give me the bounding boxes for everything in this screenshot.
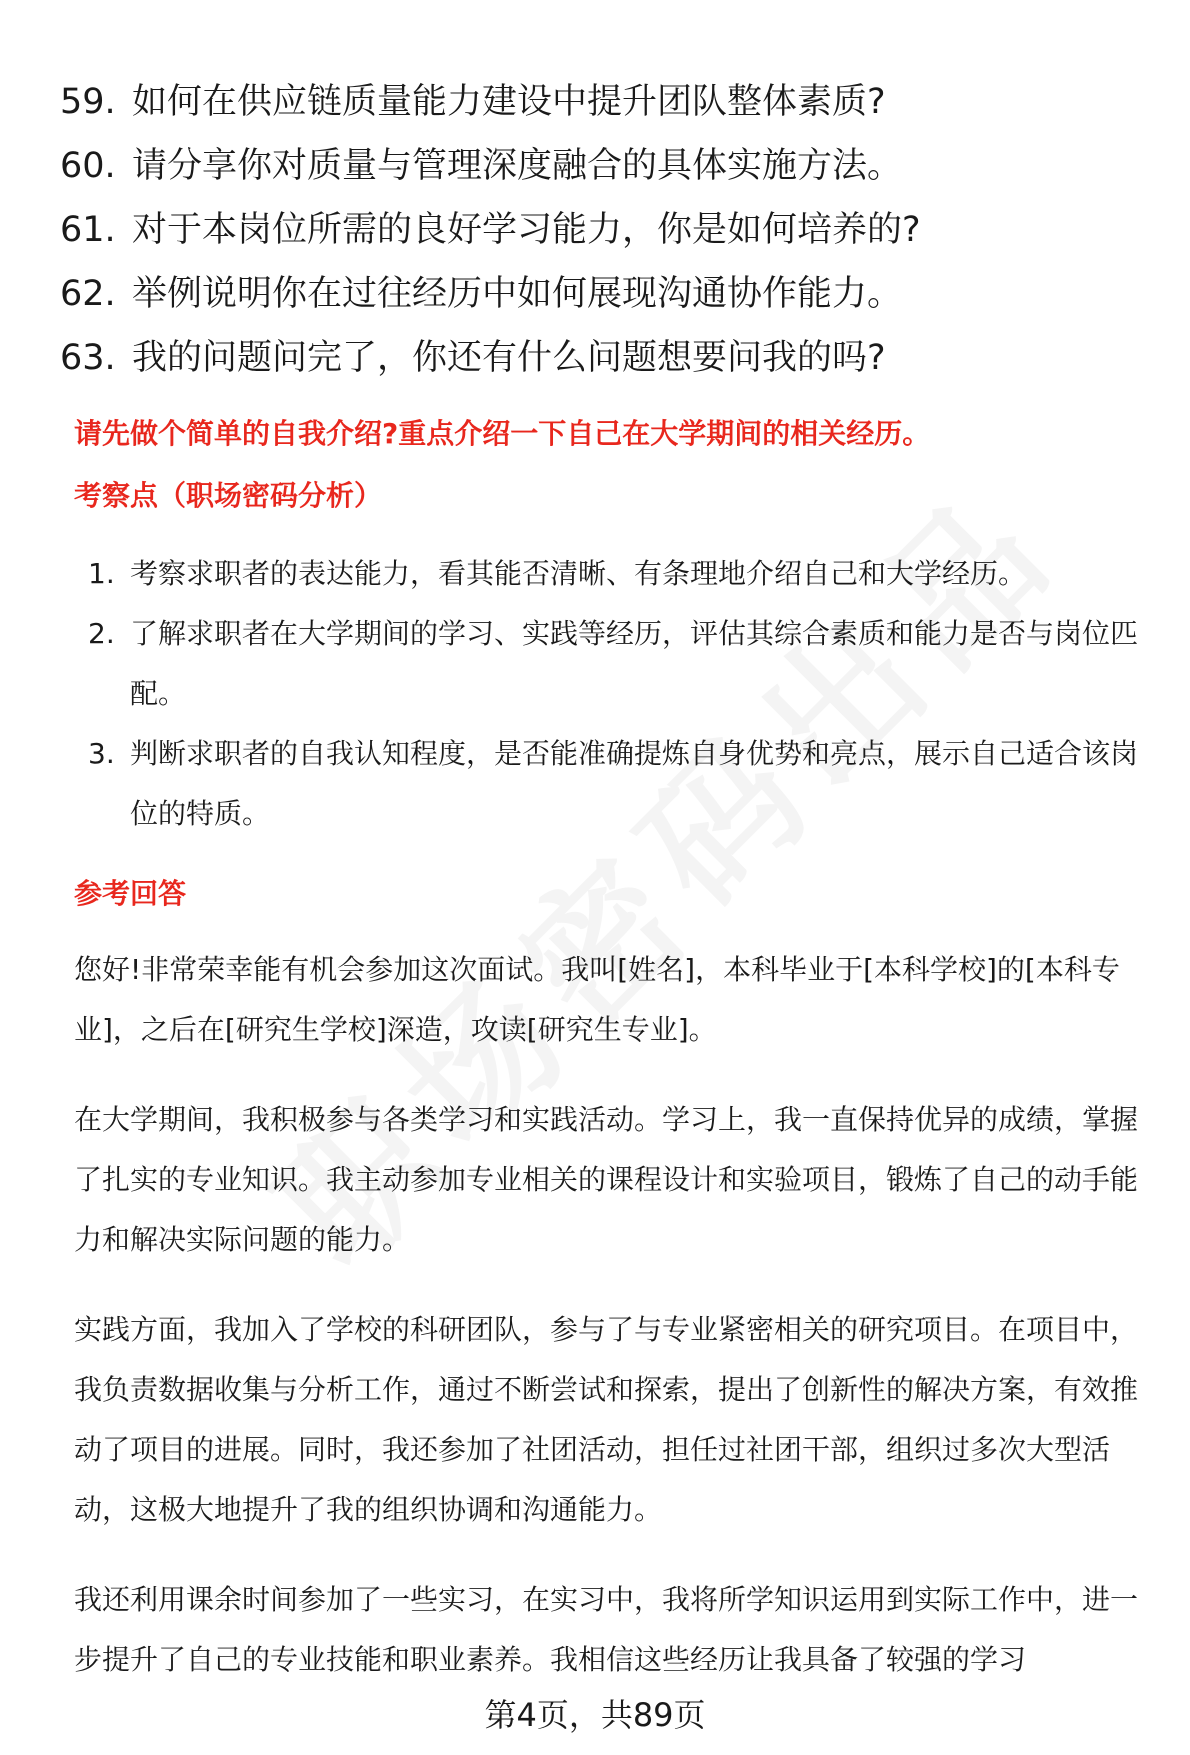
question-item <box>60 70 1140 134</box>
answer-paragraph: 实践方面，我加入了学校的科研团队，参与了与专业紧密相关的研究项目。在项目中，我负责数据收集与分析工作，通过不断尝试和探索，提出了创新性的解决方案，有效推动了项目的进展。同时，我还参加了社团活动，担任过社团干部，组织过多次大型活动，这极大地提升了我的组织协调和沟通能力。 <box>74 1313 1139 1526</box>
question-number: 62. <box>60 274 116 314</box>
question-item <box>60 262 1140 326</box>
question-item <box>60 326 1140 390</box>
point-text: 考察求职者的表达能力，看其能否清晰、有条理地介绍自己和大学经历。 <box>130 557 1027 590</box>
answer-heading: 参考回答 <box>74 877 187 910</box>
question-number: 60. <box>60 146 116 186</box>
question-text: 请分享你对质量与管理深度融合的具体实施方法。 <box>132 146 903 186</box>
question-text: 如何在供应链质量能力建设中提升团队整体素质? <box>132 82 886 122</box>
point-text: 判断求职者的自我认知程度，是否能准确提炼自身优势和亮点，展示自己适合该岗位的特质。 <box>130 737 1139 830</box>
analysis-points <box>88 544 1158 844</box>
page-footer: 第4页，共89页 <box>484 1696 706 1734</box>
question-text: 对于本岗位所需的良好学习能力，你是如何培养的? <box>132 210 921 250</box>
question-item <box>60 198 1140 262</box>
answer-paragraph: 在大学期间，我积极参与各类学习和实践活动。学习上，我一直保持优异的成绩，掌握了扎实的专业知识。我主动参加专业相关的课程设计和实验项目，锻炼了自己的动手能力和解决实际问题的能力。 <box>74 1103 1139 1256</box>
question-number: 59. <box>60 82 116 122</box>
question-heading: 请先做个简单的自我介绍?重点介绍一下自己在大学期间的相关经历。 <box>74 417 931 450</box>
analysis-point <box>88 544 1158 604</box>
question-number: 63. <box>60 338 116 378</box>
answer-paragraph: 您好!非常荣幸能有机会参加这次面试。我叫[姓名]，本科毕业于[本科学校]的[本科专业]，之后在[研究生学校]深造，攻读[研究生专业]。 <box>74 953 1120 1046</box>
question-text: 举例说明你在过往经历中如何展现沟通协作能力。 <box>132 274 903 314</box>
question-number: 61. <box>60 210 116 250</box>
analysis-heading: 考察点（职场密码分析） <box>74 479 383 512</box>
question-text: 我的问题问完了，你还有什么问题想要问我的吗? <box>132 338 886 378</box>
point-number: 2. <box>88 617 115 650</box>
question-item <box>60 134 1140 198</box>
point-text: 了解求职者在大学期间的学习、实践等经历，评估其综合素质和能力是否与岗位匹配。 <box>130 617 1139 710</box>
point-number: 3. <box>88 737 115 770</box>
answer-paragraph: 我还利用课余时间参加了一些实习，在实习中，我将所学知识运用到实际工作中，进一步提升了自己的专业技能和职业素养。我相信这些经历让我具备了较强的学习 <box>74 1583 1139 1676</box>
question-list <box>60 70 1140 390</box>
analysis-point <box>88 724 1158 844</box>
point-number: 1. <box>88 557 115 590</box>
analysis-point <box>88 604 1158 724</box>
